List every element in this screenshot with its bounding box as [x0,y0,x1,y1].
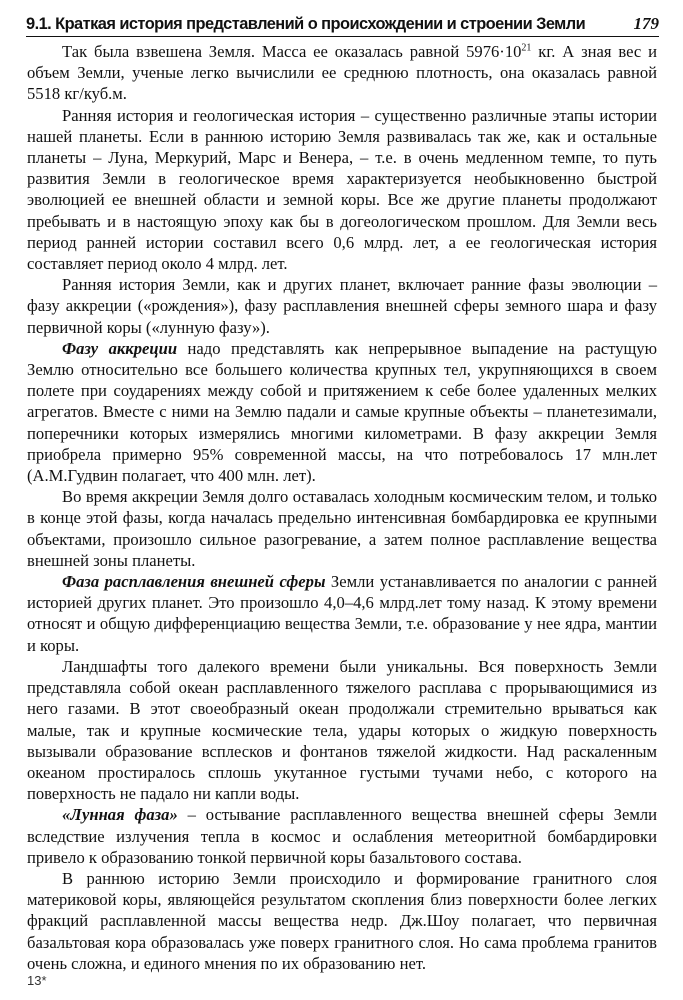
body-text [27,41,657,974]
chapter-title: 9.1. Краткая история представлений о происхождении и строении Земли [26,15,586,33]
exponent: 21 [521,42,532,54]
paragraph: «Лунная фаза» – остывание расплавленного вещества внешней сферы Земли вследствие излучения тепла в космос и ослабления метеоритной бомбардировки привело к образованию тонкой первичной коры базальтового состава. [27,805,657,867]
term-accretion-phase: Фазу аккреции [62,338,178,358]
paragraph: В раннюю историю Земли происходило и формирование гранитного слоя материковой коры, являющейся результатом скопления близ поверхности более легких фракций расплавленной массы вещества недр. Дж.Шоу полагает, что первичная базальтовая кора образовалась уже поверх гранитного слоя. Но сама проблема гранитов очень сложна, и единого мнения по их образованию нет. [27,868,657,973]
paragraph: Фазу аккреции надо представлять как непрерывное выпадение на растущую Землю относительно все большего количества крупных тел, укрупняющихся в своем полете при соударениях между собой и притяжением к себе более удаленных мелких агрегатов. Вместе с ними на Землю падали и самые крупные объекты – планетезимали, поперечники которых измерялись многими километрами. В фазу аккреции Земля приобрела примерно 95% современной массы, на что потребовалось 17 млн.лет (А.М.Гудвин полагает, что 400 млн. лет). [27,338,657,486]
printer-signature: 13* [27,973,47,988]
paragraph: Фаза расплавления внешней сферы Земли устанавливается по аналогии с ранней историей других планет. Это произошло 4,0–4,6 млрд.лет тому назад. К этому времени относят и общую дифференциацию вещества Земли, т.е. образование у нее ядра, мантии и коры. [27,572,657,655]
paragraph: Так была взвешена Земля. Масса ее оказалась равной $5976\cdot 10^{21}$ кг. А зная вес и объем Земли, ученые легко вычислили ее среднюю плотность, она оказалась равной 5518 кг/куб.м. [27,42,657,104]
term-melting-phase: Фаза расплавления внешней сферы [62,572,326,592]
paragraph: Ландшафты того далекого времени были уникальны. Вся поверхность Земли представляла собой океан расплавленного тяжелого расплава с прорывающимися из него газами. В этот своеобразный океан продолжали стремительно врываться как малые, так и крупные космические тела, удары которых о жидкую поверхность вызывали образование всплесков и фонтанов тяжелой жидкости. Над раскаленным океаном простиралось сплошь укутанное густыми тучами небо, с которого на поверхность не падало ни капли воды. [27,656,657,804]
paragraph: Ранняя история и геологическая история – существенно различные этапы истории нашей планеты. Если в раннюю историю Земля развивалась так же, как и остальные планеты – Луна, Меркурий, Марс и Венера, – т.е. в очень медленном темпе, то путь развития Земли в геологическое время характеризуется необыкновенно быстрой эволюцией ее внешней области и земной коры. Все же другие планеты продолжают пребывать и в настоящую эпоху как бы в догеологическом прошлом. Для Земли весь период ранней истории составил всего 0,6 млрд. лет, а ее геологическая история составляет период около 4 млрд. лет. [27,105,657,274]
paragraph: Ранняя история Земли, как и других планет, включает ранние фазы эволюции – фазу аккреции («рождения»), фазу расплавления внешней сферы земного шара и фазу первичной коры («лунную фазу»). [27,275,657,337]
running-header [26,10,659,37]
term-lunar-phase: «Лунная фаза» [62,805,178,825]
page-number: 179 [633,14,659,33]
paragraph: Во время аккреции Земля долго оставалась холодным космическим телом, и только в конце этой фазы, когда началась предельно интенсивная бомбардировка ее крупными объектами, произошло сильное разогревание, а затем полное расплавление вещества внешней зоны планеты. [27,487,657,570]
